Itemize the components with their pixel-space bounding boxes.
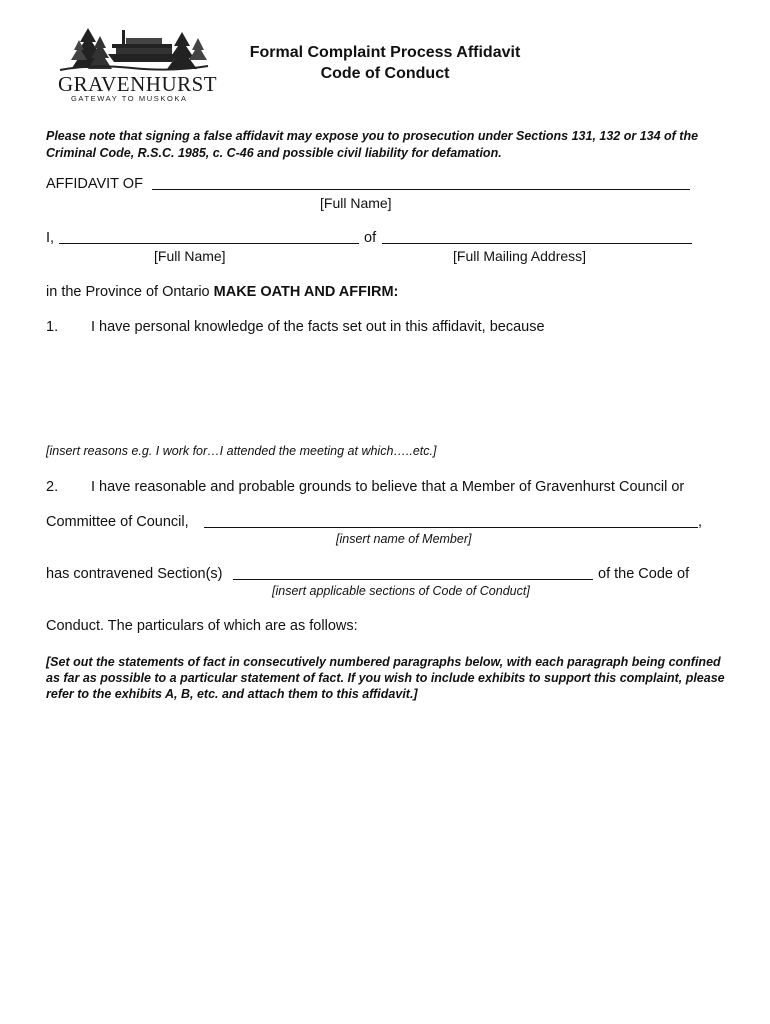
province-line: [46, 284, 398, 300]
of-label: of: [364, 230, 377, 246]
committee-suffix: ,: [698, 514, 703, 530]
affidavit-of-label: AFFIDAVIT OF: [46, 176, 143, 192]
conduct-particulars: Conduct. The particulars of which are as follows:: [46, 618, 358, 634]
document-subtitle: [0, 65, 770, 83]
full-name-hint: [Full Name]: [154, 248, 226, 264]
sections-hint: [insert applicable sections of Code of Conduct]: [272, 584, 530, 598]
false-affidavit-warning: Please note that signing a false affidavit may expose you to prosecution under Sections 131, 132 or 134 of the Criminal Code, R.S.C. 1985, c. C-46 and possible civil liability for defamation.: [46, 129, 699, 160]
document-title: [0, 44, 770, 62]
item1-text: I have personal knowledge of the facts set out in this affidavit, because: [91, 319, 545, 335]
oath-affirm: MAKE OATH AND AFFIRM:: [213, 284, 399, 300]
mailing-address-field[interactable]: [382, 243, 692, 244]
affidavit-of-hint: [Full Name]: [320, 195, 392, 211]
deponent-name-field[interactable]: [59, 243, 359, 244]
deponent-label: I,: [46, 230, 55, 246]
logo-tagline: GATEWAY TO MUSKOKA: [71, 94, 188, 103]
sections-field[interactable]: [233, 579, 593, 580]
item1-hint: [insert reasons e.g. I work for…I attended the meeting at which…..etc.]: [46, 444, 437, 458]
affidavit-of-name-field[interactable]: [152, 189, 690, 190]
item2-text: I have reasonable and probable grounds to believe that a Member of Gravenhurst Council or: [91, 479, 685, 495]
title-line-2: Code of Conduct: [320, 65, 450, 82]
item2-number: 2.: [46, 479, 59, 495]
committee-label: Committee of Council,: [46, 514, 189, 530]
member-hint: [insert name of Member]: [336, 532, 472, 546]
code-of-label: of the Code of: [598, 566, 690, 582]
logo-wordmark: GRAVENHURST: [58, 72, 218, 96]
title-line-1: Formal Complaint Process Affidavit: [249, 44, 521, 61]
province-prefix: in the Province of Ontario: [46, 284, 210, 300]
mailing-address-hint: [Full Mailing Address]: [453, 248, 587, 264]
member-name-field[interactable]: [204, 527, 698, 528]
statement-instructions: [Set out the statements of fact in consecutively numbered paragraphs below, with each paragraph being confined as far as possible to a particular statement of fact. If you wish to include exhibits to support this complaint, please refer to the exhibits A, B, etc. and attach them to this affidavit.]: [46, 655, 725, 701]
contravened-label: has contravened Section(s): [46, 566, 223, 582]
item1-number: 1.: [46, 319, 59, 335]
